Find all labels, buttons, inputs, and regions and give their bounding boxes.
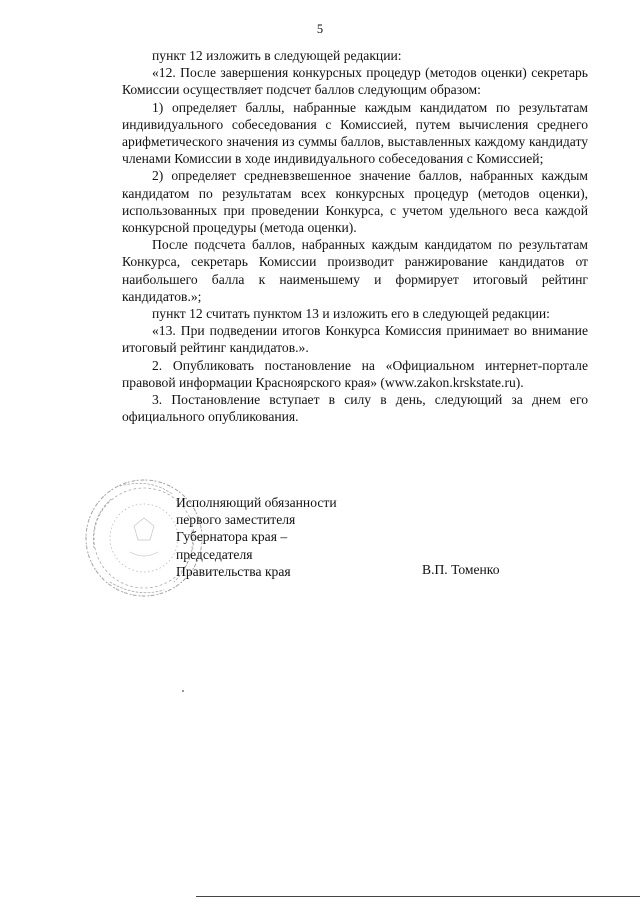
paragraph-subpoint-1: 1) определяет баллы, набранные каждым кандидатом по результатам индивидуального собеседования с Комиссией, путем вычисления среднего арифметического значения из суммы баллов, выставленных каждому кандидату членами Комиссии в ходе индивидуального собеседования с Комиссией; (122, 99, 588, 167)
signatory-title-line: Губернатора края – (176, 529, 288, 545)
signatory-title-line: председателя (176, 546, 253, 562)
paragraph-publish: 2. Опубликовать постановление на «Официальном интернет-портале правовой информации Красноярского края» (www.zakon.krskstate.ru). (122, 357, 588, 390)
paragraph-effective-date: 3. Постановление вступает в силу в день, следующий за днем его официального опубликования. (122, 392, 588, 425)
paragraph-ranking: После подсчета баллов, набранных каждым кандидатом по результатам Конкурса, секретарь Комиссии производит ранжирование кандидатов от наибольшего балла к наименьшему и формирует итоговый рейтинг кандидатов.»; (122, 237, 588, 304)
paragraph-amend-point-12: пункт 12 изложить в следующей редакции: (152, 48, 402, 63)
paragraph-subpoint-2: 2) определяет средневзвешенное значение баллов, набранных каждым кандидатом по результатам всех конкурсных процедур (методов оценки), использованных при проведении Конкурса, с учетом удельного веса каждой конкурсной процедуры (метода оценки). (122, 168, 588, 236)
signatory-title-line: первого заместителя (176, 512, 296, 528)
signatory-title (176, 494, 337, 580)
scan-speck (182, 690, 184, 692)
document-body (122, 47, 588, 425)
paragraph-amend-point-13: пункт 12 считать пунктом 13 и изложить его в следующей редакции: (152, 306, 550, 322)
bottom-edge-line (196, 896, 640, 897)
paragraph-point-12-text: «12. После завершения конкурсных процедур (методов оценки) секретарь Комиссии осуществляет подсчет баллов следующим образом: (122, 65, 588, 98)
signatory-title-line: Правительства края (176, 563, 291, 579)
signatory-title-line: Исполняющий обязанности (176, 495, 337, 510)
page-number: 5 (316, 22, 324, 36)
signatory-name: В.П. Томенко (422, 562, 500, 577)
paragraph-point-13-text: «13. При подведении итогов Конкурса Комиссия принимает во внимание итоговый рейтинг кандидатов.». (122, 323, 588, 356)
